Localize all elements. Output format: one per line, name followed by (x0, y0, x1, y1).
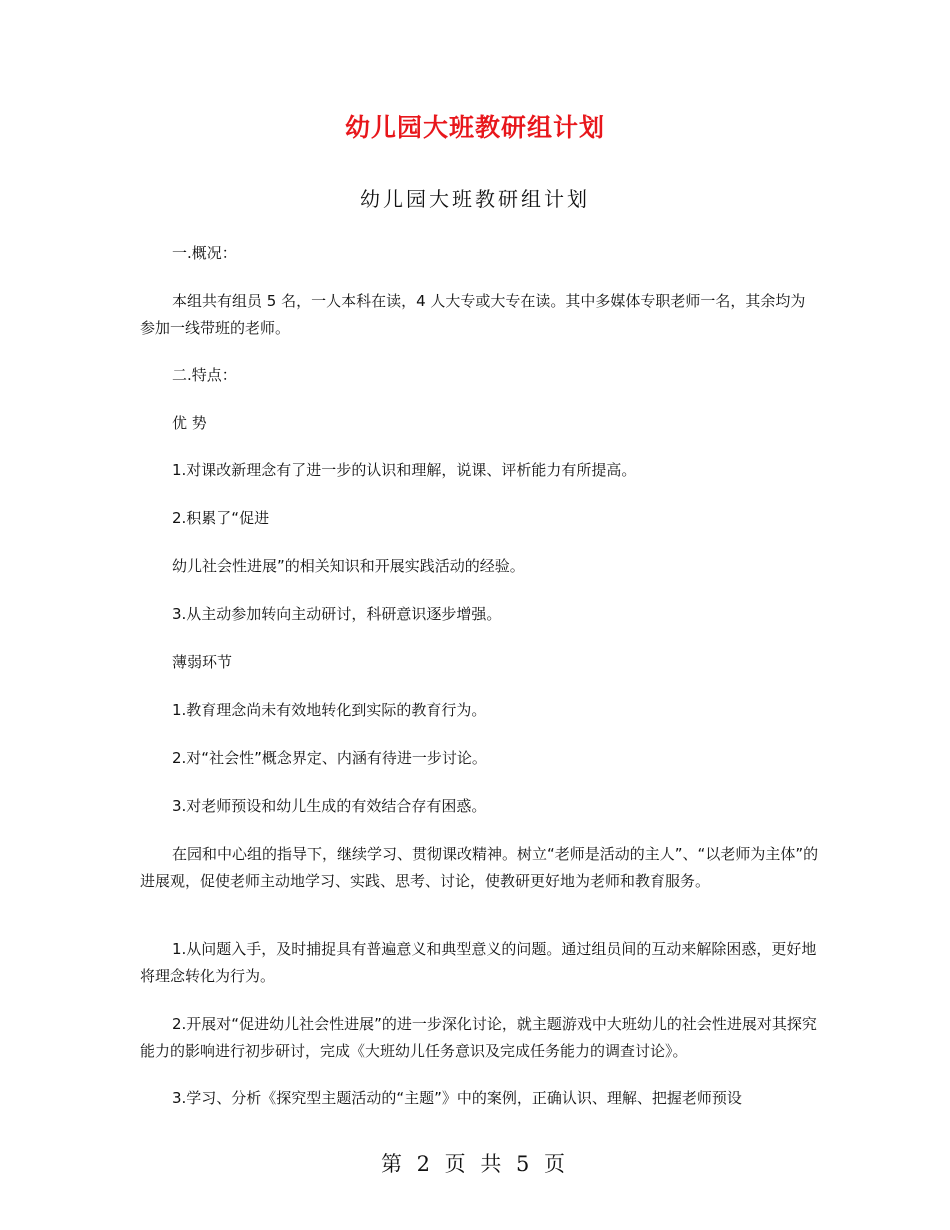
document-title: 幼儿园大班教研组计划 (344, 113, 605, 142)
list-item-weakness-2: 2.对“社会性”概念界定、内涵有待进一步讨论。 (172, 749, 487, 767)
paragraph-members: 本组共有组员 5 名，一人本科在读，4 人大专或大专在读。其中多媒体专职老师一名，其余均为参加一线带班的老师。 (140, 292, 806, 337)
subheading-weaknesses: 薄弱环节 (172, 653, 233, 671)
list-item-strength-3: 3.从主动参加转向主动研讨，科研意识逐步增强。 (172, 605, 502, 623)
list-item-weakness-3: 3.对老师预设和幼儿生成的有效结合存有困惑。 (172, 797, 487, 815)
document-subtitle: 幼儿园大班教研组计划 (360, 187, 590, 211)
page-number-footer: 第 2 页 共 5 页 (380, 1152, 570, 1176)
list-item-weakness-1: 1.教育理念尚未有效地转化到实际的教育行为。 (172, 701, 487, 719)
list-item-strength-2: 2.积累了“促进 (172, 509, 270, 527)
list-item-plan-3: 3.学习、分析《探究型主题活动的“主题”》中的案例，正确认识、理解、把握老师预设 (172, 1089, 742, 1107)
section-heading-overview: 一.概况： (172, 244, 237, 262)
section-heading-features: 二.特点： (172, 366, 237, 384)
list-item-strength-1: 1.对课改新理念有了进一步的认识和理解，说课、评析能力有所提高。 (172, 461, 637, 479)
list-item-plan-2: 2.开展对“促进幼儿社会性进展”的进一步深化讨论，就主题游戏中大班幼儿的社会性进展对其探究能力的影响进行初步研讨，完成《大班幼儿任务意识及完成任务能力的调查讨论》。 (140, 1015, 817, 1060)
list-item-strength-2-cont: 幼儿社会性进展”的相关知识和开展实践活动的经验。 (172, 557, 525, 575)
subheading-strengths: 优 势 (172, 414, 207, 432)
paragraph-guidance: 在园和中心组的指导下，继续学习、贯彻课改精神。树立“老师是活动的主人”、“以老师为主体”的进展观，促使老师主动地学习、实践、思考、讨论，使教研更好地为老师和教育服务。 (140, 845, 819, 890)
list-item-plan-1: 1.从问题入手，及时捕捉具有普遍意义和典型意义的问题。通过组员间的互动来解除困惑，更好地将理念转化为行为。 (140, 940, 817, 985)
